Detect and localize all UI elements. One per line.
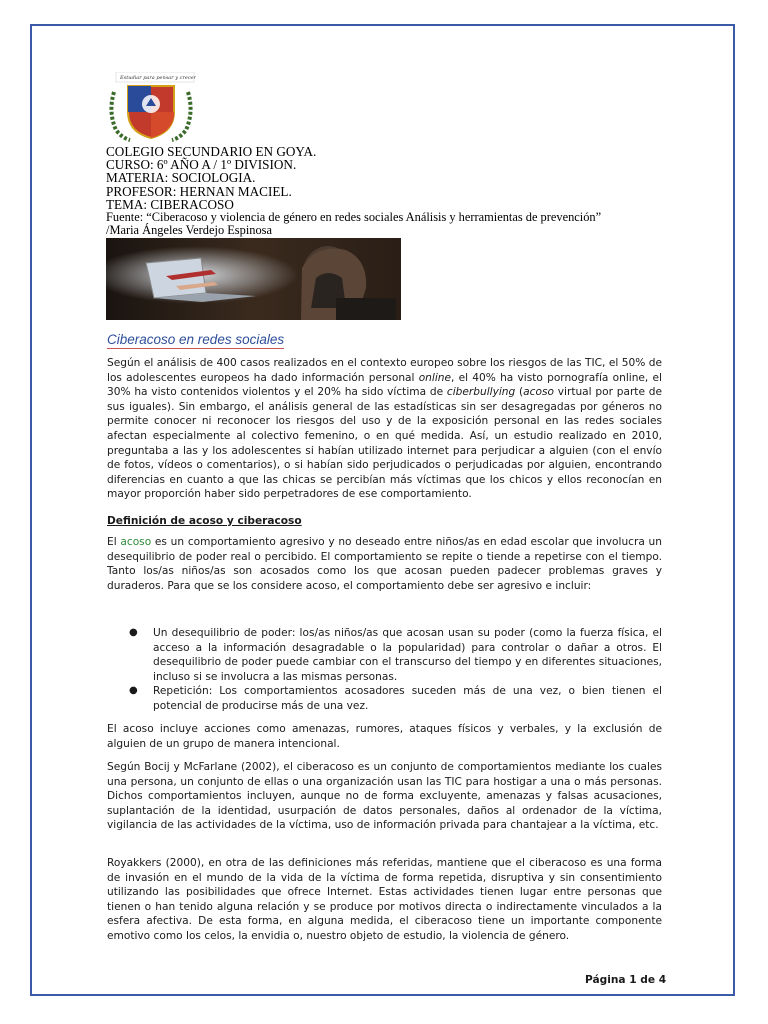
intro-text-1: Según el análisis de 400 casos realizados en el contexto europeo sobre los riesgos de las TIC, el 50% de los adolescentes europeos ha dado información personal xyxy=(107,357,662,384)
document-header xyxy=(106,145,601,237)
bullet-text: Un desequilibrio de poder: los/as niños/as que acosan usan su poder (como la fuerza física, el acceso a la información desagradable o la popularidad) para controlar o dañar a otros. El desequilibrio de poder puede cambiar con el transcurso del tiempo y en diferentes situaciones, incluso si se involucra a las mismas personas. xyxy=(153,627,662,683)
intro-italic-ciberbullying: ciberbullying xyxy=(446,386,516,399)
bullet-text: Repetición: Los comportamientos acosadores suceden más de una vez, o bien tienen el potencial de producirse más de una vez. xyxy=(153,685,662,712)
acts-paragraph xyxy=(107,722,662,751)
definition-paragraph xyxy=(107,535,662,593)
section-title: Ciberacoso en redes sociales xyxy=(107,332,285,347)
bullet-list xyxy=(107,626,662,714)
school-logo xyxy=(106,72,196,144)
intro-text-4: virtual por parte de sus iguales). Sin embargo, el análisis general de las estadísticas sin ser desagregadas por géneros no permite conocer ni reconocer los riesgos del uso y de la exposición personal en las redes sociales afectan especialmente al colectivo femenino, o en qué medida. Así, un estudio realizado en 2010, preguntaba a las y los adolescentes si habían utilizado internet para perjudicar a alguien (con el envío de fotos, vídeos o comentarios), o si habían sido perjudicados o perjudicadas por alguien, encontrando diferencias en cuanto a que las chicas se percibían más víctimas que los chicos y ellos reconocían en mayor proporción haber sido perpetradores de ese comportamiento. xyxy=(107,386,662,501)
subject-line: MATERIA: SOCIOLOGIA. xyxy=(106,170,256,186)
definition-text: es un comportamiento agresivo y no deseado entre niños/as en edad escolar que involucra un desequilibrio de poder real o percibido. El comportamiento se repite o tiende a repetirse con el tiempo. Tanto los/as niños/as son acosados como los que acosan pueden padecer problemas graves y duraderos. Para que se los considere acoso, el comportamiento debe ser agresivo e incluir: xyxy=(107,536,662,592)
page-number: Página 1 de 4 xyxy=(585,974,667,986)
definition-heading-text: Definición de acoso y ciberacoso xyxy=(107,515,302,527)
intro-text-2: , el 40% ha visto pornografía online, el 30% ha visto contenidos violentos y el 20% ha sido víctima de xyxy=(107,371,662,399)
bocij-paragraph xyxy=(107,760,662,833)
source-line: Fuente: “Ciberacoso y violencia de género en redes sociales Análisis y herramientas de prevención” xyxy=(106,210,602,225)
list-item xyxy=(107,626,662,684)
cyberbullying-photo xyxy=(106,238,401,320)
teacher-line: PROFESOR: HERNAN MACIEL. xyxy=(106,183,292,199)
intro-paragraph xyxy=(107,356,662,502)
definition-heading xyxy=(107,514,662,529)
course-line: CURSO: 6º AÑO A / 1º DIVISION. xyxy=(106,157,297,173)
bocij-text: Según Bocij y McFarlane (2002), el ciberacoso es un conjunto de comportamientos mediante los cuales una persona, un conjunto de ellas o una organización usan las TIC para hostigar a una o más personas. Dichos comportamientos incluyen, aunque no de forma excluyente, amenazas y falsas acusaciones, suplantación de la identidad, usurpación de datos personales, daños al ordenador de la víctima, vigilancia de las actividades de la víctima, uso de información privada para chantajear a la víctima, etc. xyxy=(107,761,662,832)
definition-pre: El xyxy=(107,536,121,548)
royakkers-paragraph xyxy=(107,856,662,944)
intro-italic-online: online xyxy=(418,371,452,384)
topic-line: TEMA: CIBERACOSO xyxy=(106,196,234,212)
author-line: /Maria Ángeles Verdejo Espinosa xyxy=(106,223,272,238)
acts-text: El acoso incluye acciones como amenazas, rumores, ataques físicos y verbales, y la exclusión de alguien de un grupo de manera intencional. xyxy=(107,723,662,750)
bullet-icon: ● xyxy=(129,627,138,638)
bullet-icon: ● xyxy=(129,685,138,697)
intro-italic-acoso: acoso xyxy=(523,386,554,399)
school-name: COLEGIO SECUNDARIO EN GOYA. xyxy=(106,144,317,159)
definition-lead-word: acoso xyxy=(120,536,152,548)
royakkers-text: Royakkers (2000), en otra de las definiciones más referidas, mantiene que el ciberacoso es una forma de invasión en el mundo de la vida de la víctima de forma repetida, disruptiva y sin consentimiento utilizando las posibilidades que ofrece Internet. Estas actividades tienen lugar entre personas que tienen o han tenido alguna relación y se produce por motivos directa o indirectamente vinculados a la esfera afectiva. De esta forma, en alguna medida, el ciberacoso tiene un importante componente emotivo como los celos, la envidia o, nuestro objeto de estudio, la violencia de género. xyxy=(107,857,662,942)
list-item xyxy=(107,684,662,713)
logo-motto: Estudiar para pensar y crecer xyxy=(120,75,196,81)
intro-text-3: ( xyxy=(515,386,524,399)
